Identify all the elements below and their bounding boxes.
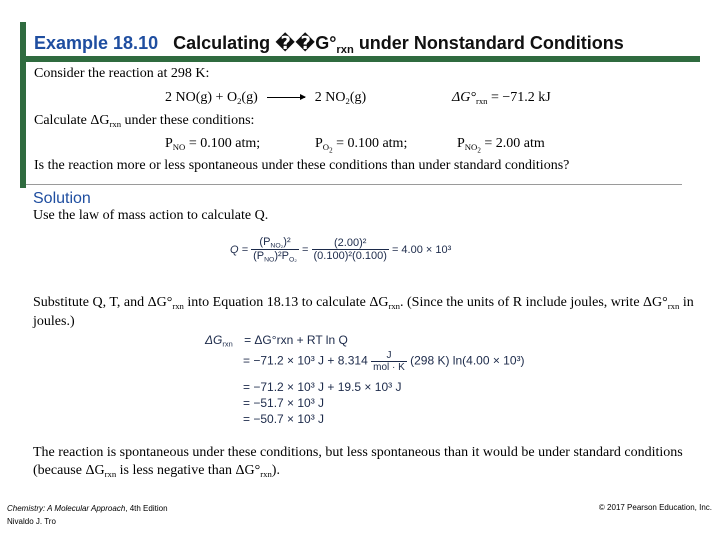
p-no2-subsub: 2 [477, 146, 481, 155]
reaction-right-end: (g) [349, 90, 367, 105]
sub-line-c: . (Since the units of R include joules, write ΔG° [400, 295, 668, 310]
p-no-sub: NO [172, 142, 186, 153]
substitute-line [33, 295, 694, 311]
pressure-no [165, 136, 260, 152]
sub-line-c-sub: rxn [667, 301, 680, 312]
footer-citation [7, 502, 168, 528]
dg-row-4: = −51.7 × 10³ J [243, 396, 325, 410]
q-den2: (0.100)²(0.100) [313, 250, 387, 263]
calculate-line [34, 113, 254, 129]
dg-row-2-tail: (298 K) ln(4.00 × 10³) [410, 353, 525, 368]
sub-line-a: Substitute Q, T, and ΔG° [33, 295, 173, 310]
conclusion-2b-sub: rxn [260, 469, 272, 480]
reaction-right: 2 NO [314, 90, 346, 105]
calc-suffix: under these conditions: [121, 113, 255, 128]
substitute-line-2: joules.) [33, 314, 75, 329]
section-divider [26, 184, 682, 185]
calc-prefix: Calculate ΔG [34, 113, 110, 128]
footer-book-edition: , 4th Edition [125, 504, 168, 513]
p-no-symbol: P [165, 136, 173, 151]
dg-row-5: = −50.7 × 10³ J [243, 412, 325, 426]
question-text: Is the reaction more or less spontaneous under these conditions than under standard conditions? [34, 158, 570, 173]
q-fraction-1 [251, 236, 299, 264]
reaction-right-sub: 2 [345, 96, 350, 107]
q-den1-sub2: O₂ [289, 256, 297, 264]
conclusion-2a: (because ΔG [33, 463, 105, 478]
title-glyph: ��G° [275, 33, 337, 53]
q-den1-sub: NO [264, 256, 275, 264]
p-o2-value: = 0.100 atm; [332, 136, 408, 151]
intro-text: Consider the reaction at 298 K: [34, 66, 210, 81]
dg-row-1-lhs: ΔG [205, 333, 223, 347]
title-suffix: under Nonstandard Conditions [358, 33, 624, 53]
q-num1-end: )² [283, 236, 291, 248]
title-sub: rxn [336, 43, 354, 56]
reaction-left: 2 NO(g) + O [165, 90, 238, 105]
reaction-equation [165, 90, 366, 106]
q-num2: (2.00)² [312, 237, 389, 250]
dg-row-1-lhs-sub: rxn [222, 339, 233, 349]
sub-line-b-sub: rxn [388, 301, 401, 312]
conclusion-line-1: The reaction is spontaneous under these conditions, but less spontaneous than it would be under standard conditions [33, 445, 683, 460]
p-no2-symbol: P [457, 136, 465, 151]
example-label: Example 18.10 [34, 33, 159, 53]
footer-book-title: Chemistry: A Molecular Approach [7, 504, 126, 513]
conclusion-2a-sub: rxn [104, 469, 117, 480]
delta-g-standard [452, 90, 551, 106]
slide-title [34, 33, 624, 56]
p-o2-subsub: 2 [329, 146, 333, 155]
units-den: mol · K [373, 362, 405, 373]
p-no2-sub: NO [464, 142, 478, 153]
q-eq2: = [302, 243, 309, 256]
solution-line-1: Use the law of mass action to calculate Q. [33, 208, 269, 223]
q-lhs: Q = [230, 243, 249, 256]
q-equation [230, 236, 451, 264]
units-fraction [371, 350, 407, 373]
q-num1: (P [259, 236, 271, 248]
q-result: = 4.00 × 10³ [391, 243, 452, 256]
dg-row-3: = −71.2 × 10³ J + 19.5 × 10³ J [243, 380, 402, 394]
dg-row-1-rhs: = ΔG°rxn + RT ln Q [244, 333, 348, 347]
title-prefix: Calculating [173, 33, 271, 53]
conclusion-2b: is less negative than ΔG° [116, 463, 261, 478]
q-den1-mid: )²P [274, 250, 289, 263]
q-fraction-2 [312, 237, 389, 262]
p-o2-sub: O [322, 142, 330, 153]
delta-g-sub: rxn [475, 96, 488, 107]
delta-g-label: ΔG° [452, 90, 476, 105]
p-no2-value: = 2.00 atm [480, 136, 545, 151]
pressure-no2 [457, 136, 545, 155]
reaction-left-end: (g) [241, 90, 258, 105]
conclusion-line-2 [33, 463, 280, 479]
footer-author: Nivaldo J. Tro [7, 517, 56, 526]
dg-row-2 [243, 350, 525, 373]
q-den1: (P [253, 250, 265, 263]
q-num1-sub: NO₂ [270, 242, 284, 250]
units-num: J [371, 350, 407, 362]
p-o2-symbol: P [315, 136, 323, 151]
reaction-arrow [267, 97, 305, 98]
p-no-value: = 0.100 atm; [185, 136, 261, 151]
footer-copyright: © 2017 Pearson Education, Inc. [598, 503, 712, 512]
delta-g-value: = −71.2 kJ [487, 90, 551, 105]
reaction-left-sub: 2 [237, 96, 242, 107]
pressure-o2 [315, 136, 407, 155]
sub-line-b: into Equation 18.13 to calculate ΔG [183, 295, 389, 310]
sub-line-a-sub: rxn [172, 301, 184, 312]
solution-heading: Solution [33, 190, 91, 207]
dg-row-2-rhs: = −71.2 × 10³ J + 8.314 [243, 353, 368, 368]
sub-line-d: in [679, 295, 694, 310]
dg-row-1 [205, 333, 348, 349]
left-accent-bar [20, 22, 26, 188]
calc-sub: rxn [109, 119, 122, 130]
header-underline-bar [20, 56, 700, 62]
conclusion-2c: ). [271, 463, 280, 478]
